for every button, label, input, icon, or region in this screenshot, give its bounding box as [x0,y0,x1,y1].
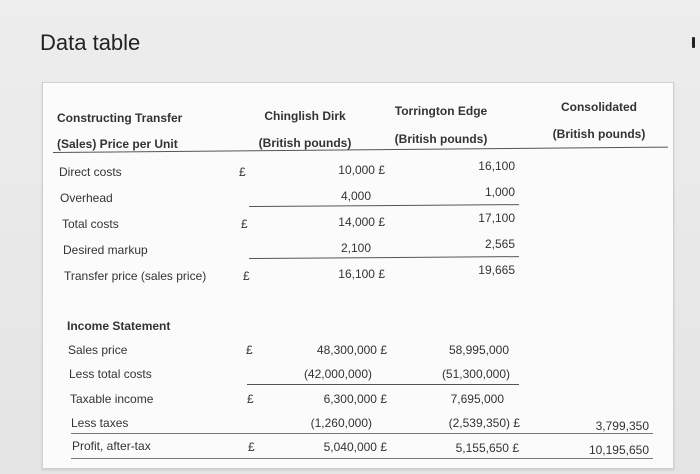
row-label-profit-after-tax: Profit, after-tax [72,439,151,453]
torrington-overhead: 1,000 [484,185,515,199]
currency-symbol: £ [241,217,248,231]
chinglish-overhead: 4,000 [340,189,371,203]
header-row-label-1: Constructing Transfer [57,111,183,125]
header-torrington-2: (British pounds) [394,132,488,146]
torrington-sales-price: 58,995,000 [448,343,509,357]
torrington-direct-costs: 16,100 [478,159,515,173]
torrington-desired-markup: 2,565 [484,237,515,251]
income-statement-heading: Income Statement [67,319,171,333]
row-label-less-total-costs: Less total costs [69,367,152,381]
page-title: Data table [40,30,141,55]
chinglish-taxable-income: 6,300,000 £ [323,392,387,406]
row-label-less-taxes: Less taxes [71,416,129,430]
chinglish-direct-costs: 10,000 £ [338,163,385,177]
row-label-taxable-income: Taxable income [70,392,154,406]
chinglish-sales-price: 48,300,000 £ [316,343,387,357]
consolidated-less-taxes: 3,799,350 [595,419,649,433]
header-consolidated-2: (British pounds) [552,127,646,141]
subtotal-line [249,256,519,259]
scroll-indicator [692,37,695,48]
currency-symbol: £ [248,440,255,454]
consolidated-profit-after-tax: 10,195,650 [588,443,649,457]
chinglish-desired-markup: 2,100 [340,241,371,255]
torrington-taxable-income: 7,695,000 [450,392,504,406]
row-label-overhead: Overhead [60,191,113,205]
header-consolidated-1: Consolidated [560,100,637,114]
row-label-total-costs: Total costs [62,217,119,231]
row-label-desired-markup: Desired markup [63,243,148,257]
chinglish-profit-after-tax: 5,040,000 £ [323,440,387,454]
currency-symbol: £ [239,165,246,179]
torrington-less-total-costs: (51,300,000) [441,367,510,381]
chinglish-total-costs: 14,000 £ [338,215,385,229]
chinglish-less-taxes: (1,260,000) [310,416,372,430]
torrington-profit-after-tax: 5,155,650 £ [455,441,519,455]
subtotal-line [247,384,519,385]
currency-symbol: £ [243,269,250,283]
header-chinglish-2: (British pounds) [258,136,352,150]
data-table-card [42,82,674,469]
chinglish-less-total-costs: (42,000,000) [303,367,372,381]
header-row-label-2: (Sales) Price per Unit [57,137,178,151]
torrington-less-taxes: (2,539,350) £ [448,416,520,430]
row-label-direct-costs: Direct costs [59,165,122,179]
header-torrington-1: Torrington Edge [394,104,488,118]
chinglish-transfer-price: 16,100 £ [338,267,385,281]
subtotal-line [249,204,519,207]
header-chinglish-1: Chinglish Dirk [264,109,346,123]
bottom-line [71,458,653,459]
torrington-transfer-price: 19,665 [478,263,515,277]
row-label-transfer-price: Transfer price (sales price) [64,269,207,283]
currency-symbol: £ [247,392,254,406]
row-label-sales-price: Sales price [68,343,128,357]
torrington-total-costs: 17,100 [478,211,515,225]
currency-symbol: £ [246,343,253,357]
total-line [71,433,653,434]
